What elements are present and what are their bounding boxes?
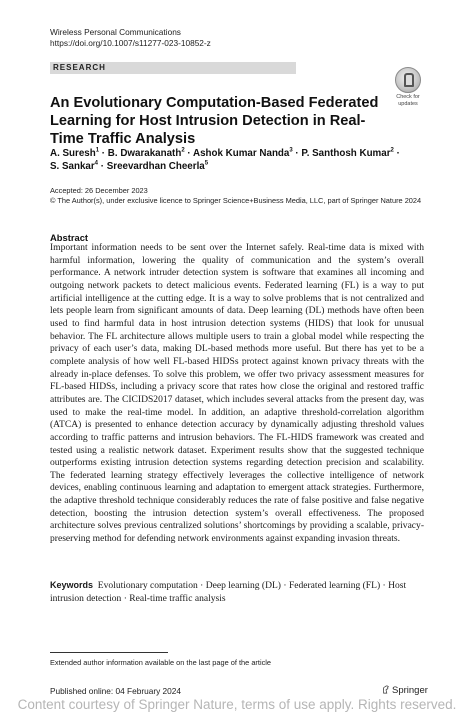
bookmark-icon [395,67,421,93]
author[interactable]: Sreevardhan Cheerla$^5$ [106,160,209,172]
section-bar [50,62,296,74]
abstract-heading: Abstract [50,232,89,243]
doi-link[interactable]: https://doi.org/10.1007/s11277-023-10852-z [50,38,211,48]
keywords-list: Evolutionary computation · Deep learning (DL) · Federated learning (FL) · Host intrusion detection · Real-time traffic analysis [50,580,407,604]
author-list: A. Suresh$^1$ · B. Dwarakanath$^2$ · Ashok Kumar Nanda$^3$ · P. Santhosh Kumar$^2$ · S. Sankar$^4$ · Sreevardhan Cheerla$^5$ [50,147,400,172]
section-label: RESEARCH [53,63,106,72]
author[interactable]: P. Santhosh Kumar$^2$ [301,147,394,159]
copyright-line: © The Author(s), under exclusive licence to Springer Science+Business Media, LLC, part of Springer Nature 2024 [50,195,422,205]
accepted-date: Accepted: 26 December 2023 [50,186,148,195]
published-date: Published online: 04 February 2024 [50,686,181,696]
watermark: Content courtesy of Springer Nature, terms of use apply. Rights reserved. [17,697,457,712]
author[interactable]: Ashok Kumar Nanda$^3$ [193,147,293,159]
abstract-text: Important information needs to be sent over the Internet safely. Real-time data is mixed with harmful information, lowering the quality of communication and the system’s overall performance. A network intruder detection system is software that examines all incoming and outgoing network packets to detect malicious events. Federated learning (FL) is a way to put artificial intelligence at the cutting edge. It is a way to solve problems that is not centralized and lets people learn from significant amounts of data. Deep learning (DL) methods have often been used to find harmful data in host intrusion detection systems (HIDS) that look for unusual behavior. The FL architecture allows multiple users to train a global model while respecting the privacy of each user’s data, making DL-based methods more useful. But there has yet to be a complete analysis of how well FL-based HIDSs protect against known privacy threats with the already in-place defenses. To solve this problem, we offer two privacy assessment measures for FL-based HIDSs, including a privacy score that rates how close the original and restored traffic attributes are. The CICIDS2017 dataset, which includes several attacks from the present day, was used to make the real-time model. In addition, an adaptive threshold-correlation algorithm (ATCA) is presented to enhance detection accuracy by dynamically adjusting threshold values according to traffic patterns and intrusion behaviors. The FL-HIDS framework was created and tested using a realistic network dataset. Experiment results show that the suggested technique outperforms existing intrusion detection systems regarding detection precision and scalability. The federated learning strategy effectively leverages the collective intelligence of network devices, enabling continuous learning and adaptation to emergent attack strategies. Furthermore, the adaptive threshold technique considerably reduces the rate of false positive and false negative detection, boosting the intrusion detection system’s overall effectiveness. The proposed architecture solves previous centralized solutions’ shortcomings by providing a scalable, privacy-preserving method for defending network environments against expanding invasion threats. [50,242,424,545]
badge-text-1: Check for [396,94,420,100]
publication-history [50,186,430,205]
keywords-label: Keywords [50,580,94,590]
author[interactable]: S. Sankar$^4$ [50,160,98,172]
journal-name: Wireless Personal Communications [50,27,181,37]
keywords [50,579,424,605]
publisher-name: Springer [392,685,428,696]
author[interactable]: A. Suresh$^1$ [50,147,100,159]
footnote: Extended author information available on the last page of the article [50,658,272,667]
check-for-updates-badge[interactable] [393,67,423,105]
journal-header [50,27,211,49]
badge-text-2: updates [398,101,418,107]
publisher-logo [382,685,428,696]
author[interactable]: B. Dwarakanath$^2$ [107,147,185,159]
article-title: An Evolutionary Computation-Based Federated Learning for Host Intrusion Detection in Real-Time Traffic Analysis [50,95,379,147]
springer-horse-icon [382,685,390,694]
footnote-divider [50,652,168,653]
